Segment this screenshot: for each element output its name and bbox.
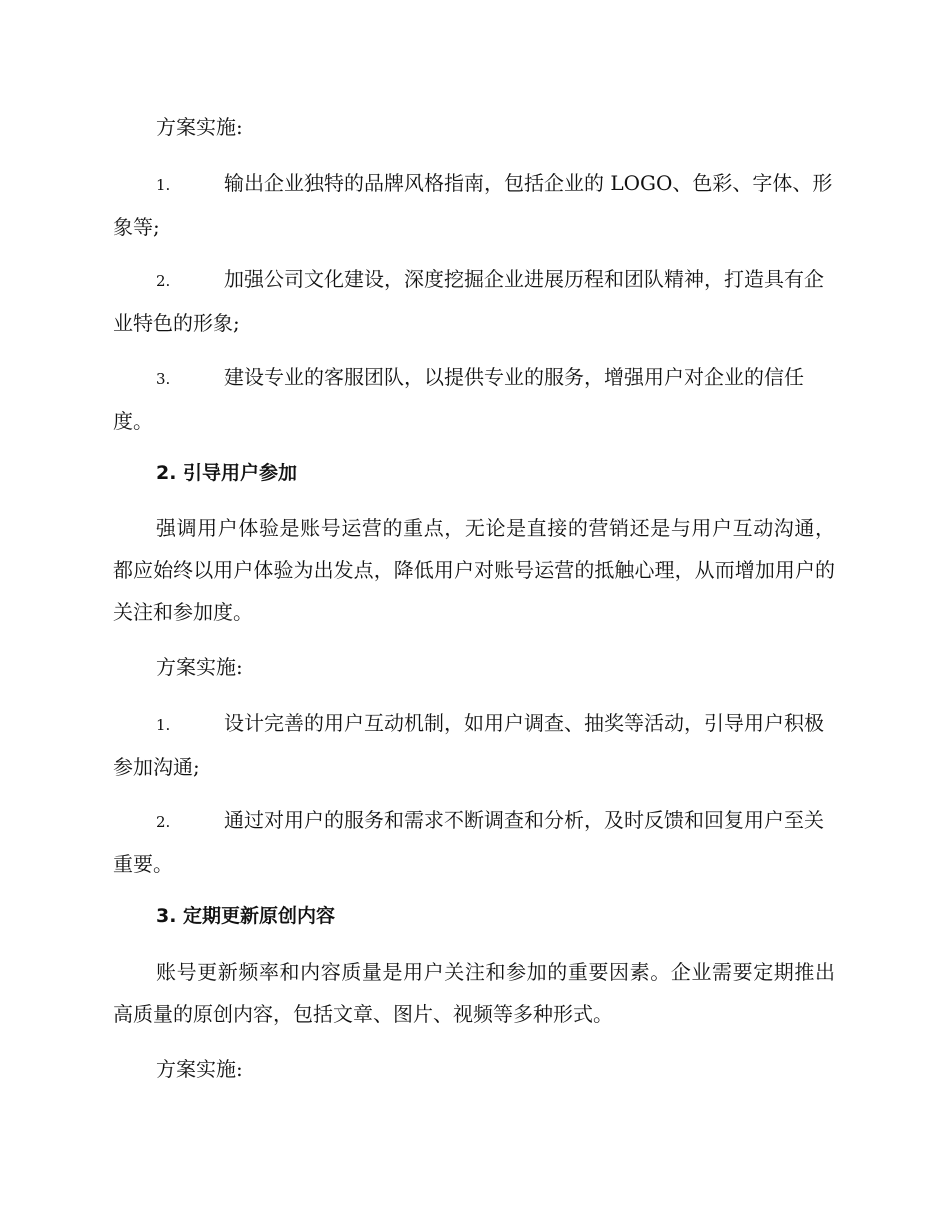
list-item xyxy=(113,258,835,344)
list-number: 2. xyxy=(156,272,171,290)
section-heading: 3. 定期更新原创内容 xyxy=(156,905,336,927)
list-item xyxy=(113,702,835,788)
list-item xyxy=(113,799,835,885)
list-number: 3. xyxy=(156,370,171,388)
list-item xyxy=(113,162,835,248)
list-item xyxy=(113,356,835,442)
section-body: 强调用户体验是账号运营的重点，无论是直接的营销还是与用户互动沟通，都应始终以用户体验为出发点，降低用户对账号运营的抵触心理，从而增加用户的关注和参加度。 xyxy=(113,516,835,624)
list-number: 1. xyxy=(156,716,171,734)
list-text: 建设专业的客服团队，以提供专业的服务，增强用户对企业的信任度。 xyxy=(113,365,804,433)
section-body: 账号更新频率和内容质量是用户关注和参加的重要因素。企业需要定期推出高质量的原创内容，包括文章、图片、视频等多种形式。 xyxy=(113,960,835,1026)
list-text: 输出企业独特的品牌风格指南，包括企业的 LOGO、色彩、字体、形象等; xyxy=(113,171,833,239)
plan-label: 方案实施: xyxy=(156,1057,243,1081)
list-text: 设计完善的用户互动机制，如用户调查、抽奖等活动，引导用户积极参加沟通; xyxy=(113,711,824,779)
list-number: 2. xyxy=(156,813,171,831)
plan-label: 方案实施: xyxy=(156,115,243,139)
list-text: 通过对用户的服务和需求不断调查和分析，及时反馈和回复用户至关重要。 xyxy=(113,808,824,876)
list-number: 1. xyxy=(156,176,171,194)
section-heading: 2. 引导用户参加 xyxy=(156,462,298,484)
list-text: 加强公司文化建设，深度挖掘企业进展历程和团队精神，打造具有企业特色的形象; xyxy=(113,267,824,335)
plan-label: 方案实施: xyxy=(156,655,243,679)
